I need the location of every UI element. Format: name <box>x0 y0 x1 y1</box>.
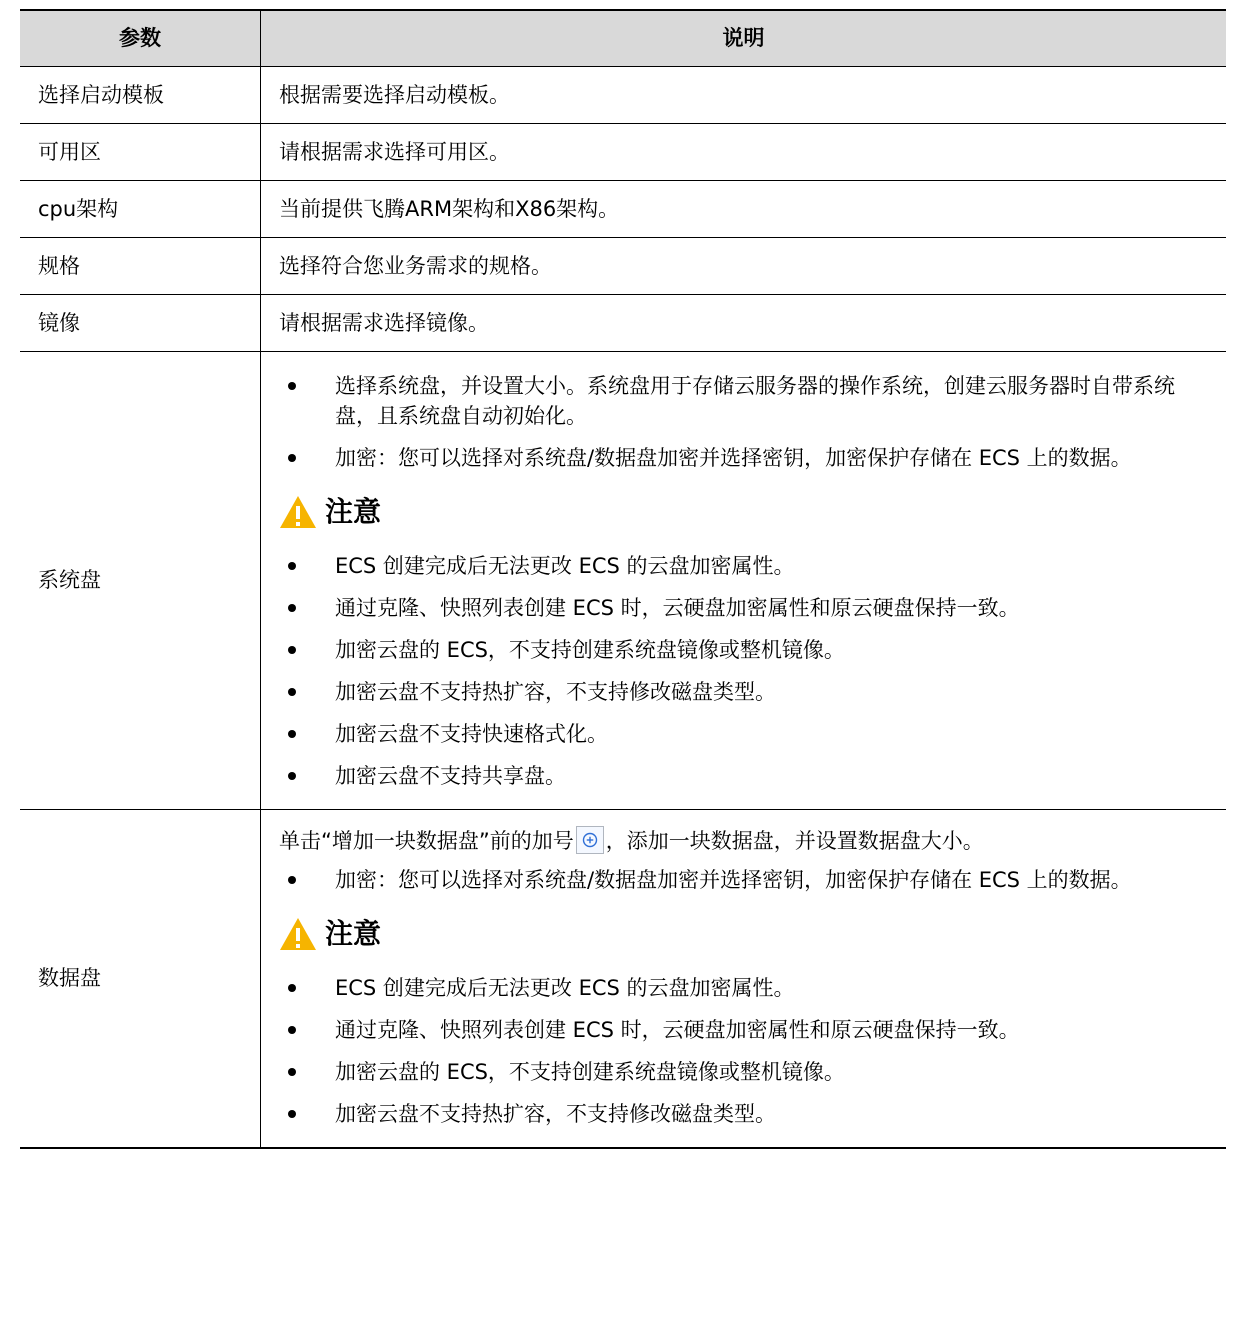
desc-cell-system-disk <box>261 351 1227 809</box>
list-item-text: 加密云盘的 ECS，不支持创建系统盘镜像或整机镜像。 <box>335 637 845 662</box>
table-row-data-disk <box>20 809 1226 1148</box>
bullet-icon <box>288 772 296 780</box>
param-cell: 可用区 <box>20 123 261 180</box>
list-item-text: ECS 创建完成后无法更改 ECS 的云盘加密属性。 <box>335 553 795 578</box>
parameter-table <box>20 9 1226 1149</box>
list-item-text: 加密：您可以选择对系统盘/数据盘加密并选择密钥，加密保护存储在 ECS 上的数据。 <box>335 867 1132 892</box>
param-cell: 选择启动模板 <box>20 66 261 123</box>
desc-cell: 选择符合您业务需求的规格。 <box>261 237 1227 294</box>
list-item <box>279 973 1212 1003</box>
list-item-text: 加密云盘不支持快速格式化。 <box>335 721 608 746</box>
list-item <box>279 1057 1212 1087</box>
header-row <box>20 10 1226 66</box>
table-row <box>20 66 1226 123</box>
header-desc: 说明 <box>261 10 1227 66</box>
list-item-text: ECS 创建完成后无法更改 ECS 的云盘加密属性。 <box>335 975 795 1000</box>
notice-bullet-list <box>279 551 1212 791</box>
bullet-icon <box>288 646 296 654</box>
list-item-text: 加密云盘不支持共享盘。 <box>335 763 566 788</box>
bullet-icon <box>288 730 296 738</box>
desc-cell-data-disk <box>261 809 1227 1148</box>
notice-heading <box>279 487 1212 537</box>
intro-text-before: 单击“增加一块数据盘”前的加号 <box>279 828 574 853</box>
bullet-list <box>279 371 1212 473</box>
list-item <box>279 371 1212 431</box>
intro-text-after: ，添加一块数据盘，并设置数据盘大小。 <box>605 828 984 853</box>
list-item <box>279 551 1212 581</box>
param-cell: 镜像 <box>20 294 261 351</box>
param-cell: 数据盘 <box>20 809 261 1148</box>
param-cell: cpu架构 <box>20 180 261 237</box>
data-disk-intro <box>279 826 1212 856</box>
table-header <box>20 10 1226 66</box>
list-item <box>279 719 1212 749</box>
list-item <box>279 443 1212 473</box>
notice-label: 注意 <box>325 494 382 528</box>
desc-cell: 根据需要选择启动模板。 <box>261 66 1227 123</box>
list-item <box>279 593 1212 623</box>
warning-triangle-icon <box>279 495 317 529</box>
list-item <box>279 1099 1212 1129</box>
bullet-icon <box>288 876 296 884</box>
list-item-text: 加密云盘不支持热扩容，不支持修改磁盘类型。 <box>335 679 776 704</box>
bullet-icon <box>288 1026 296 1034</box>
bullet-icon <box>288 604 296 612</box>
list-item-text: 加密云盘不支持热扩容，不支持修改磁盘类型。 <box>335 1101 776 1126</box>
table-body <box>20 66 1226 1148</box>
plus-circle-icon <box>576 826 604 854</box>
desc-cell: 请根据需求选择镜像。 <box>261 294 1227 351</box>
bullet-icon <box>288 382 296 390</box>
notice-heading <box>279 909 1212 959</box>
table-row <box>20 237 1226 294</box>
bullet-icon <box>288 984 296 992</box>
table-row <box>20 294 1226 351</box>
bullet-icon <box>288 454 296 462</box>
bullet-icon <box>288 1068 296 1076</box>
list-item <box>279 1015 1212 1045</box>
list-item <box>279 635 1212 665</box>
param-cell: 系统盘 <box>20 351 261 809</box>
list-item-text: 通过克隆、快照列表创建 ECS 时，云硬盘加密属性和原云硬盘保持一致。 <box>335 1017 1020 1042</box>
bullet-icon <box>288 562 296 570</box>
table-row <box>20 180 1226 237</box>
warning-triangle-icon <box>279 917 317 951</box>
list-item-text: 加密云盘的 ECS，不支持创建系统盘镜像或整机镜像。 <box>335 1059 845 1084</box>
table-row <box>20 123 1226 180</box>
list-item-text: 通过克隆、快照列表创建 ECS 时，云硬盘加密属性和原云硬盘保持一致。 <box>335 595 1020 620</box>
param-cell: 规格 <box>20 237 261 294</box>
table-row-system-disk <box>20 351 1226 809</box>
bullet-icon <box>288 688 296 696</box>
list-item <box>279 677 1212 707</box>
bullet-list <box>279 865 1212 895</box>
header-param: 参数 <box>20 10 261 66</box>
list-item <box>279 865 1212 895</box>
desc-cell: 请根据需求选择可用区。 <box>261 123 1227 180</box>
list-item <box>279 761 1212 791</box>
list-item-text: 加密：您可以选择对系统盘/数据盘加密并选择密钥，加密保护存储在 ECS 上的数据。 <box>335 445 1132 470</box>
notice-label: 注意 <box>325 916 382 950</box>
bullet-icon <box>288 1110 296 1118</box>
list-item-text: 选择系统盘，并设置大小。系统盘用于存储云服务器的操作系统，创建云服务器时自带系统盘，且系统盘自动初始化。 <box>335 373 1175 428</box>
notice-bullet-list <box>279 973 1212 1129</box>
desc-cell: 当前提供飞腾ARM架构和X86架构。 <box>261 180 1227 237</box>
